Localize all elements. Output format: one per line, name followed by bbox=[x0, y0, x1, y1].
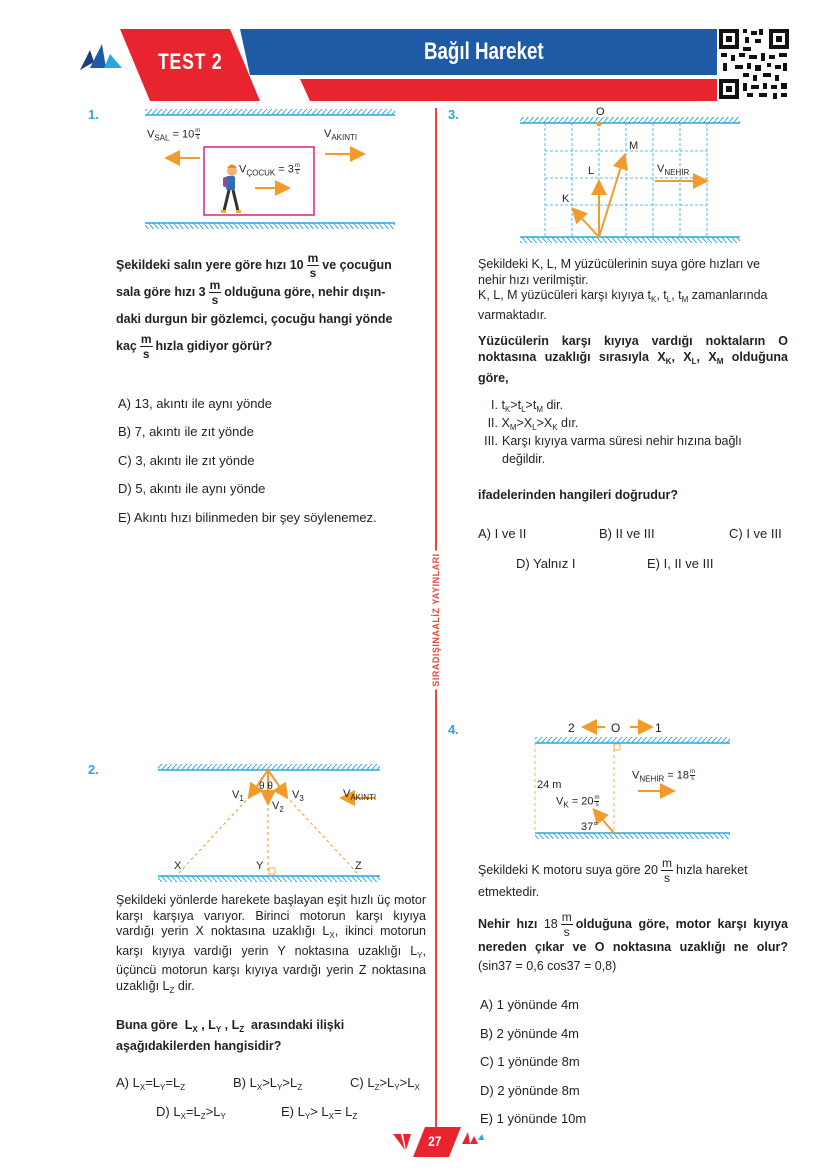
q1-option-c[interactable]: C) 3, akıntı ile zıt yönde bbox=[118, 453, 255, 468]
q3-vnehir-label: $V_{NEHİR}$ bbox=[657, 163, 690, 177]
q4-question: Nehir hızı 18 $\frac{m}{s}$ olduğuna göre, motor karşı kıyıya nereden çıkar ve O noktasına uzaklığı ne olur? (sin37 = 0,6 cos37 = 0,8) bbox=[478, 910, 788, 973]
q4-o-label: O bbox=[611, 721, 621, 735]
q3-question: Yüzücülerin karşı kıyıya vardığı noktaların O noktasına uzaklığı sırasıyla $X_K$, $X_L$, $X_M$ olduğuna göre, bbox=[478, 334, 788, 385]
q2-option-d[interactable]: D) $L_X=L_Z>L_Y$ bbox=[156, 1104, 226, 1121]
q3-statement-1: I. $t_K>t_L>t_M$ dir. bbox=[491, 398, 564, 414]
q3-option-d[interactable]: D) Yalnız I bbox=[516, 556, 576, 571]
child-figure-icon bbox=[221, 165, 241, 214]
q1-number: 1. bbox=[88, 107, 99, 122]
q2-theta-label: θ θ bbox=[259, 781, 273, 792]
page-title: Bağıl Hareket bbox=[424, 38, 544, 65]
q4-vnehir-label: $V_{NEHİR} = 18$ $\frac{m}{s}$ bbox=[632, 769, 696, 784]
q3-option-c[interactable]: C) I ve III bbox=[729, 526, 782, 541]
q1-option-d[interactable]: D) 5, akıntı ile aynı yönde bbox=[118, 481, 266, 496]
q2-diagram bbox=[150, 760, 390, 886]
q1-vakinti-label: $V_{AKINTI}$ bbox=[324, 128, 358, 142]
q2-question: Buna göre $L_X$ , $L_Y$ , $L_Z$ arasındaki ilişki aşağıdakilerden hangisidir? bbox=[116, 1018, 345, 1053]
q4-dir1-label: 1 bbox=[655, 721, 662, 735]
q3-m-label: M bbox=[629, 140, 639, 152]
q3-diagram bbox=[515, 115, 745, 245]
q4-number: 4. bbox=[448, 722, 459, 737]
q4-text: Şekildeki K motoru suya göre 20 $\frac{m}{s}$ hızla hareket etmektedir. bbox=[478, 856, 748, 899]
q1-vsal-label: $V_{SAL} = 10$ $\frac{m}{s}$ bbox=[147, 128, 201, 143]
q1-vcocuk-label: $V_{ÇOCUK} = 3$ $\frac{m}{s}$ bbox=[239, 163, 300, 178]
page-number: 27 bbox=[428, 1133, 442, 1149]
q4-option-b[interactable]: B) 2 yönünde 4m bbox=[480, 1026, 580, 1041]
q4-angle-label: 37° bbox=[581, 821, 598, 833]
q3-option-a[interactable]: A) I ve II bbox=[478, 526, 527, 541]
q4-dir2-label: 2 bbox=[568, 721, 575, 735]
q2-option-b[interactable]: B) $L_X>L_Y>L_Z$ bbox=[233, 1075, 303, 1092]
q3-option-b[interactable]: B) II ve III bbox=[599, 526, 655, 541]
q4-option-a[interactable]: A) 1 yönünde 4m bbox=[480, 997, 580, 1012]
q4-vk-label: $V_K = 20$ $\frac{m}{s}$ bbox=[556, 795, 600, 810]
q2-v1-label: $V_1$ bbox=[232, 789, 244, 803]
q4-option-d[interactable]: D) 2 yönünde 8m bbox=[480, 1083, 580, 1098]
q2-x-label: X bbox=[174, 860, 182, 872]
q1-question: Şekildeki salın yere göre hızı 10 $\frac{m}{s}$ ve çocuğun sala göre hızı 3 $\frac{m}{s}$ olduğuna göre, nehir dışın- daki durgun bir gözlemci, çocuğu hangi yönde kaç $\frac{m}{s}$ hızla gidiyor görür? bbox=[116, 251, 393, 362]
test-label: TEST 2 bbox=[158, 49, 223, 74]
publisher-side-text: SIRADIŞINAALİZ YAYINLARI bbox=[422, 565, 450, 675]
q2-z-label: Z bbox=[355, 860, 362, 872]
footer-logo-right-icon bbox=[462, 1130, 484, 1146]
q3-statement-3: III. Karşı kıyıya varma süresi nehir hızına bağlı değildir. bbox=[484, 434, 742, 466]
q2-text: Şekildeki yönlerde harekete başlayan eşit hızlı üç motor karşı karşıya varıyor. Birinci motorun karşı kıyıya vardığı yerin X noktasına uzaklığı $L_X$, ikinci motorun karşı kıyıya vardığı yerin Y noktasına uzaklığı $L_Y$, üçüncü motorun karşı kıyıya vardığı yerin Z noktasına uzaklığı $L_Z$ dir. bbox=[116, 893, 427, 995]
q2-number: 2. bbox=[88, 762, 99, 777]
q2-y-label: Y bbox=[256, 860, 264, 872]
q3-o-label: O bbox=[596, 106, 605, 118]
header-banner bbox=[0, 0, 828, 110]
q4-option-e[interactable]: E) 1 yönünde 10m bbox=[480, 1111, 587, 1126]
q3-ask: ifadelerinden hangileri doğrudur? bbox=[478, 488, 679, 502]
q4-option-c[interactable]: C) 1 yönünde 8m bbox=[480, 1054, 580, 1069]
q2-v2-label: $V_2$ bbox=[272, 800, 284, 814]
q1-option-b[interactable]: B) 7, akıntı ile zıt yönde bbox=[118, 424, 254, 439]
q2-v3-label: $V_3$ bbox=[292, 789, 304, 803]
q3-text: Şekildeki K, L, M yüzücülerinin suya göre hızları ve nehir hızı verilmiştir. K, L, M yüzücüleri karşı kıyıya $t_K$, $t_L$, $t_M$ zamanlarında varmaktadır. bbox=[478, 257, 768, 322]
q3-k-label: K bbox=[562, 193, 570, 205]
q2-vakinti-label: $V_{AKINTI}$ bbox=[343, 788, 377, 802]
q3-statement-2: II. $X_M>X_L>X_K$ dır. bbox=[487, 416, 579, 432]
q4-width-label: 24 m bbox=[537, 779, 562, 791]
q3-l-label: L bbox=[588, 165, 595, 177]
q2-option-e[interactable]: E) $L_Y> L_X= L_Z$ bbox=[281, 1104, 358, 1121]
q1-option-e[interactable]: E) Akıntı hızı bilinmeden bir şey söylenemez. bbox=[118, 510, 377, 525]
q3-number: 3. bbox=[448, 107, 459, 122]
qr-code-icon[interactable] bbox=[717, 27, 791, 101]
q3-option-e[interactable]: E) I, II ve III bbox=[647, 556, 714, 571]
q1-option-a[interactable]: A) 13, akıntı ile aynı yönde bbox=[118, 396, 272, 411]
q2-option-a[interactable]: A) $L_X=L_Y=L_Z$ bbox=[116, 1075, 186, 1092]
q2-option-c[interactable]: C) $L_Z>L_Y>L_X$ bbox=[350, 1075, 420, 1092]
